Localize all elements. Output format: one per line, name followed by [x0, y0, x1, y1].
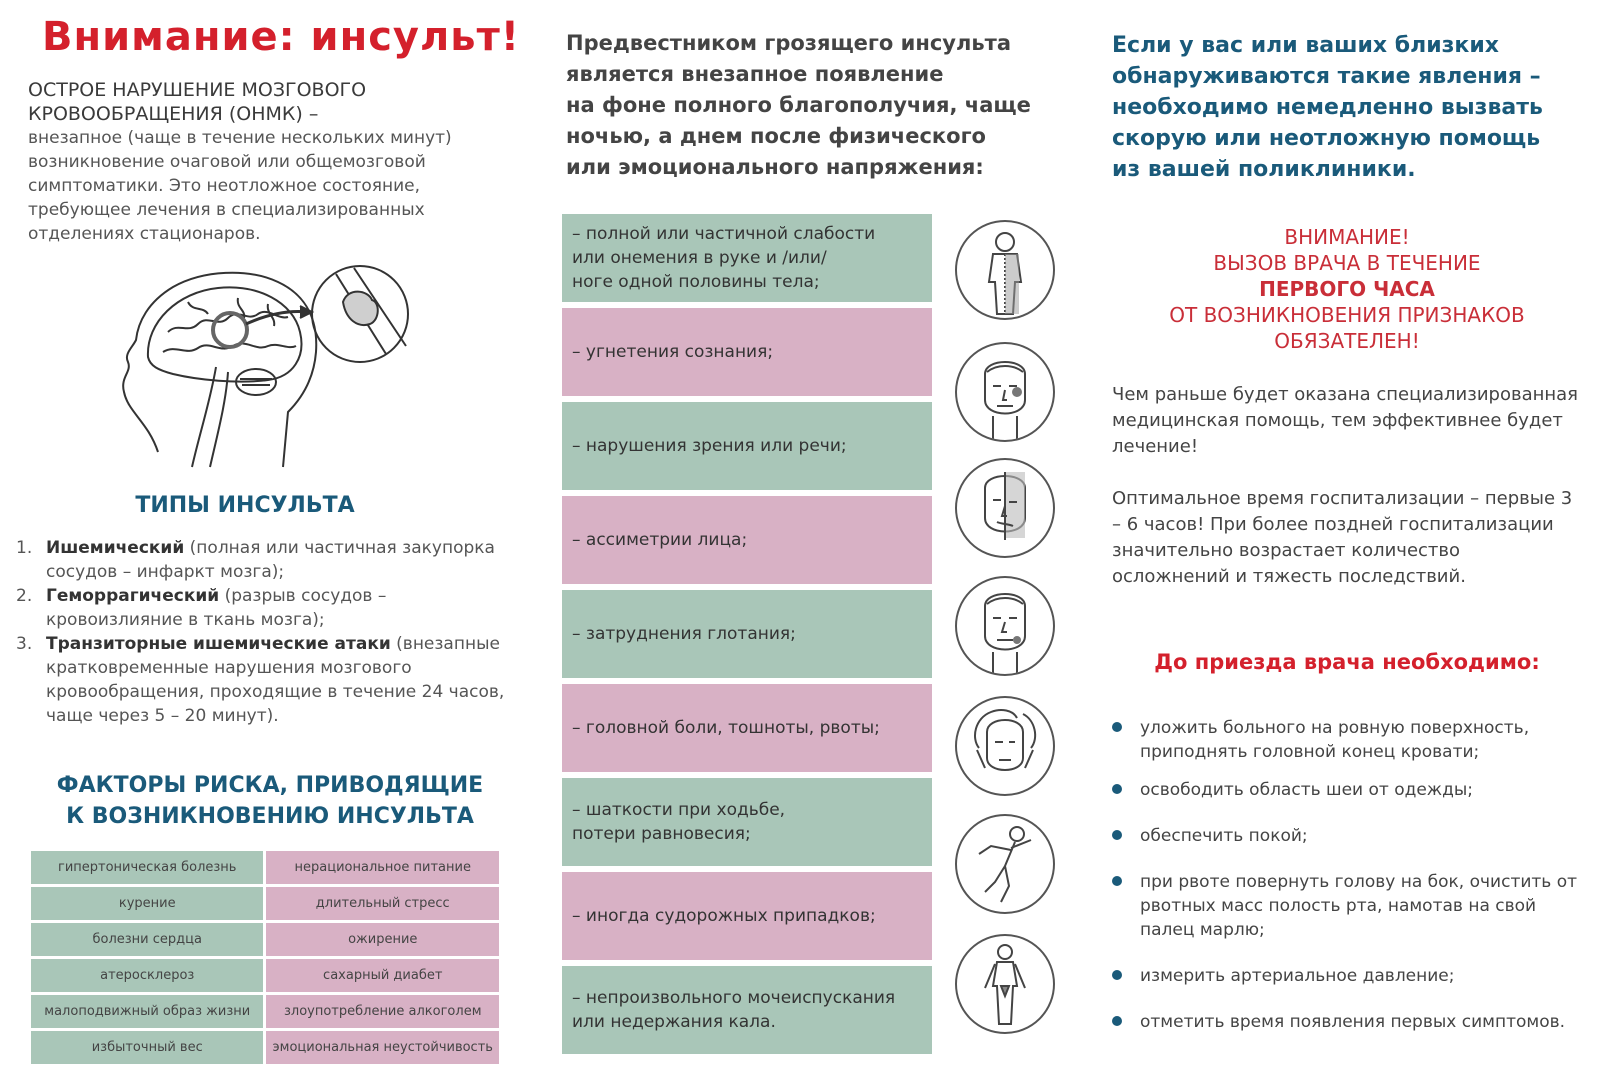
- table-row: [31, 995, 499, 1028]
- bullet-icon: [1112, 722, 1122, 732]
- urgent-call-text: Если у вас или ваших близких обнаруживаются такие явления – необходимо немедленно вызвать скорую или неотложную помощь из вашей поликлиники.: [1112, 33, 1543, 182]
- risk-factors-table: [28, 848, 502, 1067]
- symptom-headache: – головной боли, тошноты, рвоты;: [562, 684, 932, 772]
- risk-cell: ожирение: [266, 923, 499, 956]
- type-name: Геморрагический: [46, 586, 220, 606]
- type-desc: (внезапные кратковременные нарушения мозгового кровообращения, проходящие в течение 24 часов, чаще через 5 – 20 минут).: [46, 634, 505, 726]
- list-item: [16, 632, 511, 728]
- risk-cell: малоподвижный образ жизни: [31, 995, 263, 1028]
- item-number: 3.: [16, 634, 33, 654]
- table-row: [31, 851, 499, 884]
- list-item: [16, 584, 511, 632]
- list-item: [16, 536, 511, 584]
- definition-heading: ОСТРОЕ НАРУШЕНИЕ МОЗГОВОГО КРОВООБРАЩЕНИЯ (ОНМК) –: [28, 79, 367, 125]
- type-desc: (разрыв сосудов – кровоизлияние в ткань мозга);: [46, 586, 387, 630]
- face-asymmetry-icon: [955, 576, 1055, 676]
- early-help-text: Чем раньше будет оказана специализированная медицинская помощь, тем эффективнее будет лечение!: [1112, 384, 1578, 457]
- face-drowsy-icon: [955, 342, 1055, 442]
- precursor-intro: Предвестником грозящего инсульта является внезапное появление на фоне полного благополучия, чаще ночью, а днем после физического или эмоционального напряжения:: [566, 31, 1031, 179]
- body-weakness-icon: [955, 220, 1055, 320]
- type-name: Транзиторные ишемические атаки: [46, 634, 391, 654]
- types-list: [16, 536, 511, 728]
- attention-emphasis: ПЕРВОГО ЧАСА: [1259, 277, 1435, 301]
- step-text: измерить артериальное давление;: [1140, 966, 1455, 986]
- symptom-consciousness: – угнетения сознания;: [562, 308, 932, 396]
- definition-text: внезапное (чаще в течение нескольких минут) возникновение очаговой или общемозговой симптоматики. Это неотложное состояние, требующее лечения в специализированных отделениях стационаров.: [28, 128, 452, 244]
- list-item: [1108, 870, 1586, 942]
- type-name: Ишемический: [46, 538, 185, 558]
- list-item: [1108, 1010, 1586, 1034]
- risk-title: ФАКТОРЫ РИСКА, ПРИВОДЯЩИЕ К ВОЗНИКНОВЕНИЮ ИНСУЛЬТА: [56, 773, 484, 829]
- symptom-vision-speech: – нарушения зрения или речи;: [562, 402, 932, 490]
- item-number: 2.: [16, 586, 33, 606]
- type-desc: (полная или частичная закупорка сосудов – инфаркт мозга);: [46, 538, 495, 582]
- dizziness-figure-icon: [955, 814, 1055, 914]
- symptom-swallowing: – затруднения глотания;: [562, 590, 932, 678]
- hospitalization-text: Оптимальное время госпитализации – первые 3 – 6 часов! При более поздней госпитализации значительно возрастает количество осложнений и тяжесть последствий.: [1112, 488, 1573, 587]
- risk-cell: избыточный вес: [31, 1031, 263, 1064]
- table-row: [31, 1031, 499, 1064]
- list-item: [1108, 716, 1586, 764]
- risk-cell: атеросклероз: [31, 959, 263, 992]
- symptom-balance: – шаткости при ходьбе, потери равновесия;: [562, 778, 932, 866]
- table-row: [31, 959, 499, 992]
- list-item: [1108, 964, 1586, 988]
- risk-cell: длительный стресс: [266, 887, 499, 920]
- bullet-icon: [1112, 784, 1122, 794]
- face-vision-icon: [955, 458, 1055, 558]
- table-row: [31, 923, 499, 956]
- symptom-face-asymmetry: – ассиметрии лица;: [562, 496, 932, 584]
- attention-block: [1112, 224, 1582, 354]
- step-text: при рвоте повернуть голову на бок, очистить от рвотных масс полость рта, намотав на свой палец марлю;: [1140, 872, 1578, 940]
- bullet-icon: [1112, 876, 1122, 886]
- risk-cell: нерациональное питание: [266, 851, 499, 884]
- symptom-incontinence: – непроизвольного мочеиспускания или недержания кала.: [562, 966, 932, 1054]
- page-title: Внимание: инсульт!: [42, 14, 521, 60]
- attention-line: ОТ ВОЗНИКНОВЕНИЯ ПРИЗНАКОВ: [1169, 303, 1525, 327]
- attention-line: ОБЯЗАТЕЛЕН!: [1274, 329, 1420, 353]
- brain-illustration: [118, 262, 428, 472]
- list-item: [1108, 778, 1586, 802]
- risk-cell: сахарный диабет: [266, 959, 499, 992]
- risk-cell: гипертоническая болезнь: [31, 851, 263, 884]
- attention-line: ВНИМАНИЕ!: [1284, 225, 1410, 249]
- step-text: освободить область шеи от одежды;: [1140, 780, 1474, 800]
- risk-cell: злоупотребление алкоголем: [266, 995, 499, 1028]
- risk-cell: болезни сердца: [31, 923, 263, 956]
- bullet-icon: [1112, 830, 1122, 840]
- attention-line: ВЫЗОВ ВРАЧА В ТЕЧЕНИЕ: [1213, 251, 1481, 275]
- item-number: 1.: [16, 538, 33, 558]
- symptom-weakness: – полной или частичной слабости или онемения в руке и /или/ ноге одной половины тела;: [562, 214, 932, 302]
- bullet-icon: [1112, 970, 1122, 980]
- step-text: обеспечить покой;: [1140, 826, 1308, 846]
- step-text: уложить больного на ровную поверхность, приподнять головной конец кровати;: [1140, 718, 1530, 762]
- before-doctor-title: До приезда врача необходимо:: [1154, 650, 1540, 674]
- types-title: ТИПЫ ИНСУЛЬТА: [135, 493, 355, 518]
- standing-figure-icon: [955, 934, 1055, 1034]
- headache-icon: [955, 696, 1055, 796]
- list-item: [1108, 824, 1586, 848]
- table-row: [31, 887, 499, 920]
- risk-cell: курение: [31, 887, 263, 920]
- bullet-icon: [1112, 1016, 1122, 1026]
- risk-cell: эмоциональная неустойчивость: [266, 1031, 499, 1064]
- step-text: отметить время появления первых симптомов.: [1140, 1012, 1566, 1032]
- symptom-seizures: – иногда судорожных припадков;: [562, 872, 932, 960]
